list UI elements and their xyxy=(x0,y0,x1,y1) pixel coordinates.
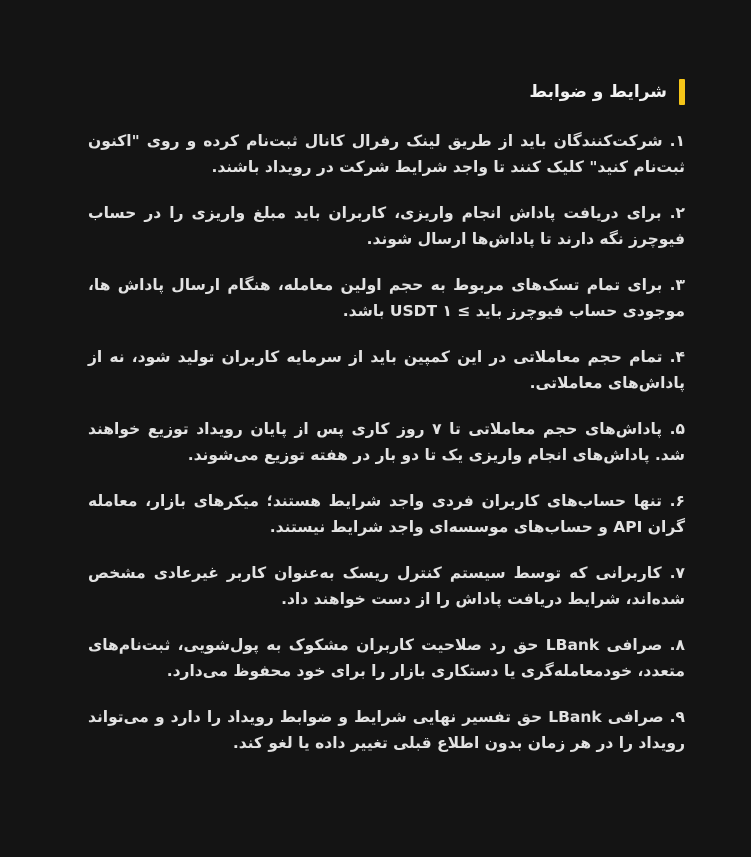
term-item: ۳. برای تمام تسک‌های مربوط به حجم اولین معامله، هنگام ارسال پاداش ها، موجودی حساب فیوچرز باید ≥ ۱ USDT باشد. xyxy=(88,276,685,320)
accent-bar xyxy=(679,79,685,105)
term-item: ۷. کاربرانی که توسط سیستم کنترل ریسک به‌عنوان کاربر غیرعادی مشخص شده‌اند، شرایط دریافت پاداش را از دست خواهند داد. xyxy=(88,564,685,608)
term-item: ۱. شرکت‌کنندگان باید از طریق لینک رفرال کانال ثبت‌نام کرده و روی "اکنون ثبت‌نام کنید" کلیک کنند تا واجد شرایط شرکت در رویداد باشند. xyxy=(88,132,685,176)
terms-list xyxy=(88,128,685,756)
term-item: ۹. صرافی LBank حق تفسیر نهایی شرایط و ضوابط رویداد را دارد و می‌تواند رویداد را در هر زمان بدون اطلاع قبلی تغییر داده یا لغو کند. xyxy=(88,708,685,752)
term-item: ۲. برای دریافت پاداش انجام واریزی، کاربران باید مبلغ واریزی را در حساب فیوچرز نگه دارند تا پاداش‌ها ارسال شوند. xyxy=(88,204,685,248)
section-header xyxy=(88,78,685,106)
section-title: شرایط و ضوابط xyxy=(529,82,667,102)
term-item: ۸. صرافی LBank حق رد صلاحیت کاربران مشکوک به پول‌شویی، ثبت‌نام‌های متعدد، خودمعامله‌گری یا دستکاری بازار را برای خود محفوظ می‌دارد. xyxy=(88,636,685,680)
term-item: ۶. تنها حساب‌های کاربران فردی واجد شرایط هستند؛ میکرهای بازار، معامله گران API و حساب‌های موسسه‌ای واجد شرایط نیستند. xyxy=(88,492,685,536)
term-item: ۵. پاداش‌های حجم معاملاتی تا ۷ روز کاری پس از پایان رویداد توزیع خواهند شد. پاداش‌های انجام واریزی یک تا دو بار در هفته توزیع می‌شوند. xyxy=(88,420,685,464)
term-item: ۴. تمام حجم معاملاتی در این کمپین باید از سرمایه کاربران تولید شود، نه از پاداش‌های معاملاتی. xyxy=(88,348,685,392)
